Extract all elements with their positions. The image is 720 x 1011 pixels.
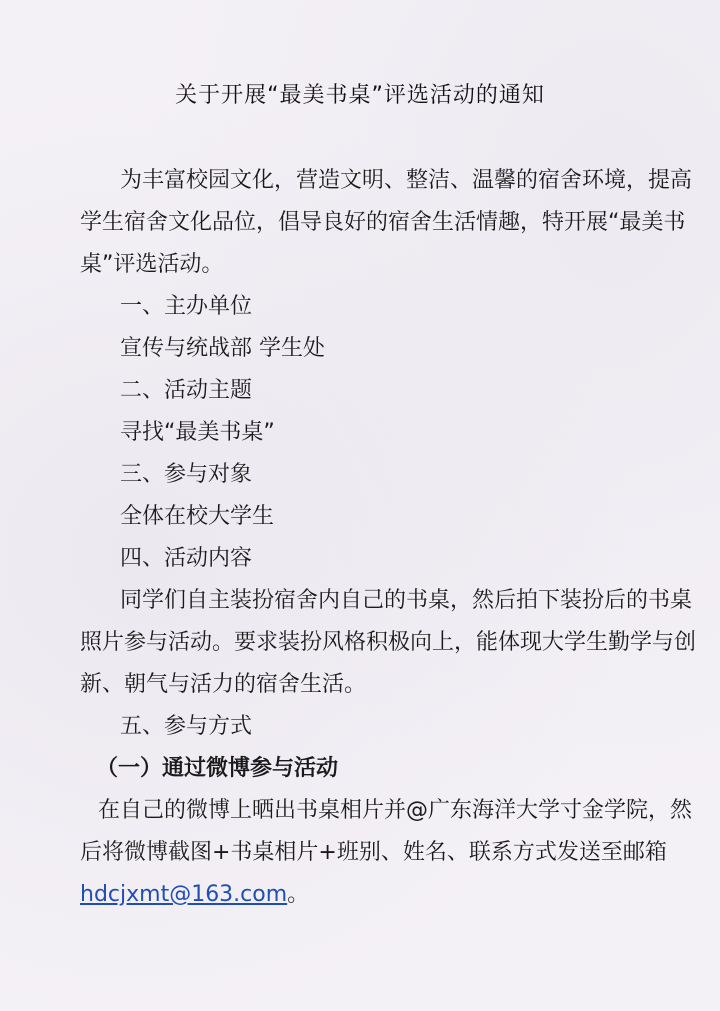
subsection1-heading: （一）通过微博参与活动 — [96, 756, 339, 781]
email-line-period: 。 — [287, 882, 310, 907]
section3-heading: 三、参与对象 — [120, 462, 253, 487]
section2-heading: 二、活动主题 — [120, 378, 253, 403]
subsection1-line-1: 在自己的微博上晒出书桌相片并@广东海洋大学寸金学院，然 — [98, 798, 693, 823]
section1-heading: 一、主办单位 — [120, 294, 253, 319]
section3-body: 全体在校大学生 — [120, 504, 275, 529]
email-line — [80, 880, 309, 910]
subsection1-line-2: 后将微博截图+书桌相片+班别、姓名、联系方式发送至邮箱 — [80, 840, 667, 865]
email-link[interactable]: hdcjxmt@163.com — [80, 882, 288, 907]
section4-line-3: 新、朝气与活力的宿舍生活。 — [80, 672, 367, 697]
document-title: 关于开展“最美书桌”评选活动的通知 — [175, 83, 545, 108]
section4-line-1: 同学们自主装扮宿舍内自己的书桌，然后拍下装扮后的书桌 — [120, 588, 693, 613]
section4-heading: 四、活动内容 — [120, 546, 253, 571]
section5-heading: 五、参与方式 — [120, 714, 253, 739]
intro-line-1: 为丰富校园文化，营造文明、整洁、温馨的宿舍环境，提高 — [120, 168, 693, 193]
intro-line-3: 桌”评选活动。 — [80, 252, 224, 277]
section4-line-2: 照片参与活动。要求装扮风格积极向上，能体现大学生勤学与创 — [80, 630, 697, 655]
intro-line-2: 学生宿舍文化品位，倡导良好的宿舍生活情趣，特开展“最美书 — [80, 210, 686, 235]
section2-body: 寻找“最美书桌” — [120, 420, 275, 445]
section1-body: 宣传与统战部 学生处 — [120, 336, 325, 361]
